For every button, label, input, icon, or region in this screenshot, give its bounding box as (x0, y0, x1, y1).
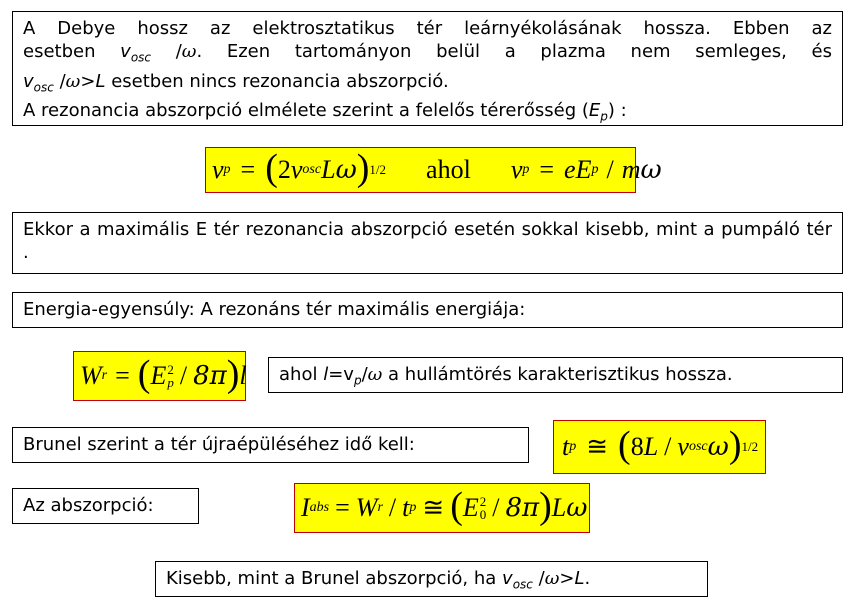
equation-vp: v p = ( 2 v osc L ω ) 1/2 ahol v p = e E p / m ω (205, 147, 636, 193)
wave-break-length-box: ahol $l=v_p/\omega$ a hullámtörés karakterisztikus hossza. (268, 357, 843, 393)
box5-text: Brunel szerint a tér újraépüléséhez idő kell: (23, 434, 415, 455)
box2-text: Ekkor a maximális E tér rezonancia abszorpció esetén sokkal kisebb, mint a pumpáló tér . (23, 219, 832, 263)
equation-iabs: I abs = W r / t p ≅ ( E 2 0 / 8π ) L ω (294, 483, 590, 533)
box6-text: Az abszorpció: (23, 495, 154, 516)
energy-balance-text-box (12, 292, 843, 328)
box1-line2: esetben $v_{osc}$ /ω. Ezen tartományon belül a plazma nem semleges, és (23, 41, 832, 65)
debye-text-box (12, 11, 843, 126)
box1-line1: A Debye hossz az elektrosztatikus tér leárnyékolásának hossza. Ebben az (23, 18, 832, 39)
equation-tp: t p ≅ ( 8 L / v osc ω ) 1/2 (553, 420, 766, 474)
box1-line4: A rezonancia abszorpció elmélete szerint a felelős térerősség $(E_p)$ : (23, 100, 627, 124)
box3-text: Energia-egyensúly: A rezonáns tér maximális energiája: (23, 299, 526, 320)
absorption-label-box (12, 488, 199, 524)
equation-wr: W r = ( E 2 p / 8π ) l (73, 351, 246, 401)
brunel-time-text-box (12, 427, 529, 463)
box1-line3: $v_{osc}$ /ω>L esetben nincs rezonancia abszorpció. (23, 70, 449, 95)
brunel-comparison-box: Kisebb, mint a Brunel abszorpció, ha $v_{osc}$ /ω>L. (155, 561, 708, 597)
max-field-text-box (12, 212, 843, 274)
